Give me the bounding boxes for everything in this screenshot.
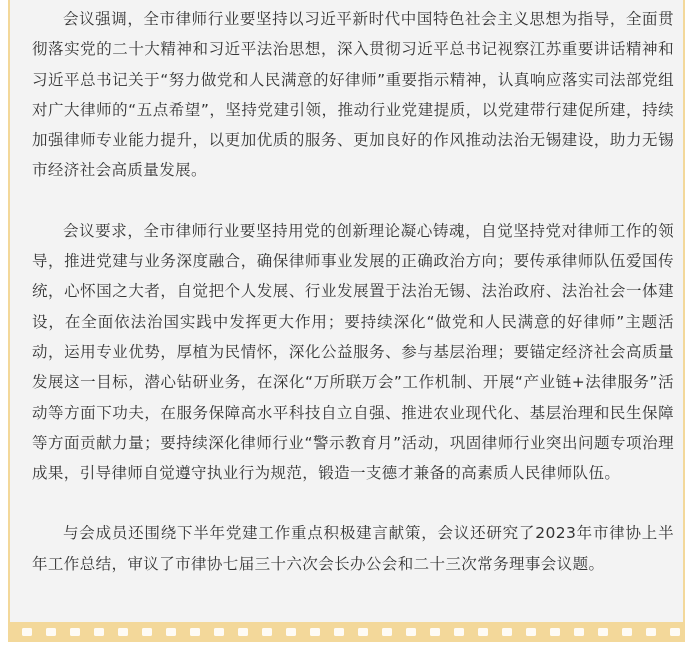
dash-mark: [478, 628, 488, 636]
dash-mark: [238, 628, 248, 636]
dash-mark: [430, 628, 440, 636]
article-card: [8, 0, 685, 622]
dash-mark: [286, 628, 296, 636]
paragraph-1: 会议强调，全市律师行业要坚持以习近平新时代中国特色社会主义思想为指导，全面贯彻落实党的二十大精神和习近平法治思想，深入贯彻习近平总书记视察江苏重要讲话精神和习近平总书记关于“努力做党和人民满意的好律师”重要指示精神，认真响应落实司法部党组对广大律师的“五点希望”，坚持党建引领，推动行业党建提质，以党建带行建促所建，持续加强律师专业能力提升，以更加优质的服务、更加良好的作风推动法治无锡建设，助力无锡市经济社会高质量发展。: [32, 10, 674, 180]
paragraph-2: 会议要求，全市律师行业要坚持用党的创新理论凝心铸魂，自觉坚持党对律师工作的领导，推进党建与业务深度融合，确保律师事业发展的正确政治方向；要传承律师队伍爱国传统，心怀国之大者，自觉把个人发展、行业发展置于法治无锡、法治政府、法治社会一体建设，在全面依法治国实践中发挥更大作用；要持续深化“做党和人民满意的好律师”主题活动，运用专业优势，厚植为民情怀，深化公益服务、参与基层治理；要锚定经济社会高质量发展这一目标，潜心钻研业务，在深化“万所联万会”工作机制、开展“产业链+法律服务”活动等方面下功夫，在服务保障高水平科技自立自强、推进农业现代化、基层治理和民生保障等方面贡献力量；要持续深化律师行业“警示教育月”活动，巩固律师行业突出问题专项治理成果，引导律师自觉遵守执业行为规范，锻造一支德才兼备的高素质人民律师队伍。: [32, 221, 674, 483]
dash-mark: [574, 628, 584, 636]
dash-mark: [142, 628, 152, 636]
dash-mark: [454, 628, 464, 636]
dash-mark: [382, 628, 392, 636]
article-body: [32, 4, 674, 579]
dash-mark: [262, 628, 272, 636]
dash-mark: [94, 628, 104, 636]
dash-mark: [502, 628, 512, 636]
dash-mark: [46, 628, 56, 636]
dash-mark: [214, 628, 224, 636]
dash-mark: [70, 628, 80, 636]
dash-mark: [190, 628, 200, 636]
decorative-dashed-footer: [8, 622, 685, 642]
dash-mark: [670, 628, 680, 636]
dash-mark: [622, 628, 632, 636]
dash-mark: [334, 628, 344, 636]
dash-mark: [310, 628, 320, 636]
dash-mark: [406, 628, 416, 636]
dash-mark: [598, 628, 608, 636]
dash-mark: [166, 628, 176, 636]
dash-mark: [118, 628, 128, 636]
dash-mark: [358, 628, 368, 636]
dashed-pattern: [8, 622, 685, 642]
paragraph-3: 与会成员还围绕下半年党建工作重点积极建言献策，会议还研究了2023年市律协上半年工作总结，审议了市律协七届三十六次会长办公会和二十三次常务理事会议题。: [32, 524, 674, 573]
dash-mark: [550, 628, 560, 636]
dash-mark: [526, 628, 536, 636]
dash-mark: [22, 628, 32, 636]
dash-mark: [646, 628, 656, 636]
